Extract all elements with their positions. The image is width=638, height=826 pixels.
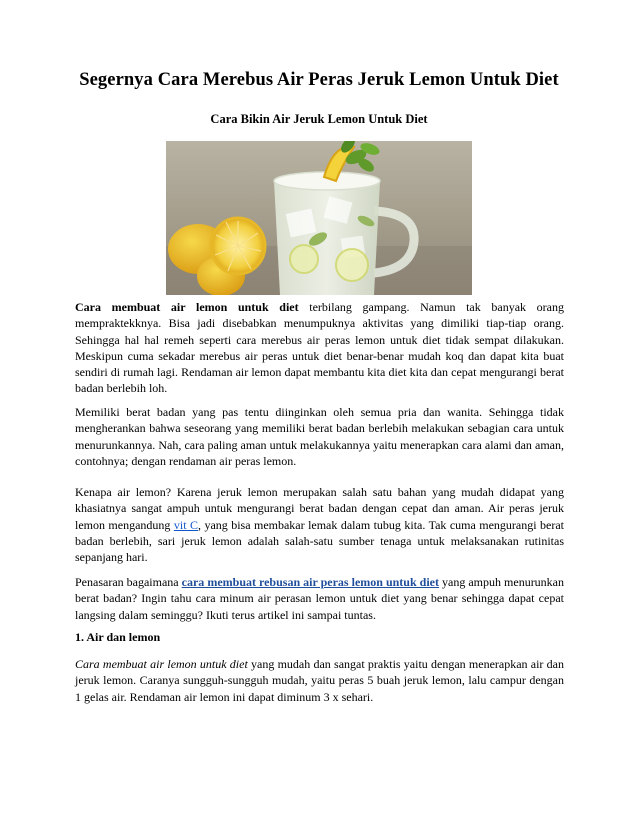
paragraph-why-lemon xyxy=(75,484,564,565)
why-lemon-text-after: , yang bisa membakar lemak dalam tubug kita. Tak cuma mengurangi berat badan berlebih, sari jeruk lemon adalah salah-satu sumber tenaga untuk melaksanakan rutinitas sepanjang hari. xyxy=(75,517,565,565)
intro-bold-lead: Cara membuat air lemon untuk diet xyxy=(75,300,299,314)
section-heading-air-dan-lemon: 1. Air dan lemon xyxy=(75,630,161,644)
curious-text-after: yang ampuh menurunkan berat badan? Ingin tahu cara minum air perasan lemon untuk diet yang benar sehingga dapat cepat langsing dalam seminggu? Ikuti terus artikel ini sampai tuntas. xyxy=(75,575,565,622)
method-italic-lead: Cara membuat air lemon untuk diet xyxy=(75,657,248,671)
paragraph-method-one xyxy=(75,656,564,705)
rebusan-lemon-link[interactable]: cara membuat rebusan air peras lemon untuk diet xyxy=(181,575,439,589)
paragraph-intro xyxy=(75,299,564,397)
paragraph-curious xyxy=(75,574,564,623)
paragraph-ideal-weight: Memiliki berat badan yang pas tentu diinginkan oleh semua pria dan wanita. Sehingga tidak mengherankan bahwa seseorang yang memiliki berat badan berlebih melakukan sebagian cara untuk menurunkannya. Nah, cara paling aman untuk melakukannya yaitu menerapkan cara alami dan aman, contohnya; dengan rendaman air peras lemon. xyxy=(75,405,564,468)
intro-text: terbilang gampang. Namun tak banyak orang mempraktekknya. Bisa jadi disebabkan menumpuknya aktivitas yang dimiliki tiap-tiap orang. Sehingga hal hal remeh seperti cara merebus air peras lemon untuk diet tidak sempat dilakukan. Meskipun cuma sekadar merebus air peras untuk diet benar-benar mudah koq dan dapat kita buat sendiri di rumah lagi. Rendaman air lemon dapat membantu kita diet kita dan cepat mengurangi berat badan berlebih loh. xyxy=(75,300,564,396)
method-text: yang mudah dan sangat praktis yaitu dengan menerapkan air dan jeruk lemon. Caranya sungguh-sungguh mudah, yaitu peras 5 buah jeruk lemon, lalu campur dengan 1 gelas air. Rendaman air lemon ini dapat diminum 3 x sehari. xyxy=(75,657,564,704)
curious-text-before: Penasaran bagaimana xyxy=(75,575,182,589)
page-subtitle: Cara Bikin Air Jeruk Lemon Untuk Diet xyxy=(210,112,428,126)
lemon-water-photo xyxy=(166,141,472,295)
page-title: Segernya Cara Merebus Air Peras Jeruk Lemon Untuk Diet xyxy=(79,70,559,90)
vit-c-link[interactable]: vit C xyxy=(173,517,198,532)
why-lemon-text-before: Kenapa air lemon? Karena jeruk lemon merupakan salah satu bahan yang mudah didapat yang khasiatnya sangat ampuh untuk mengurangi berat badan dengan cepat dan aman. Air peras jeruk lemon mengandung xyxy=(75,485,564,532)
